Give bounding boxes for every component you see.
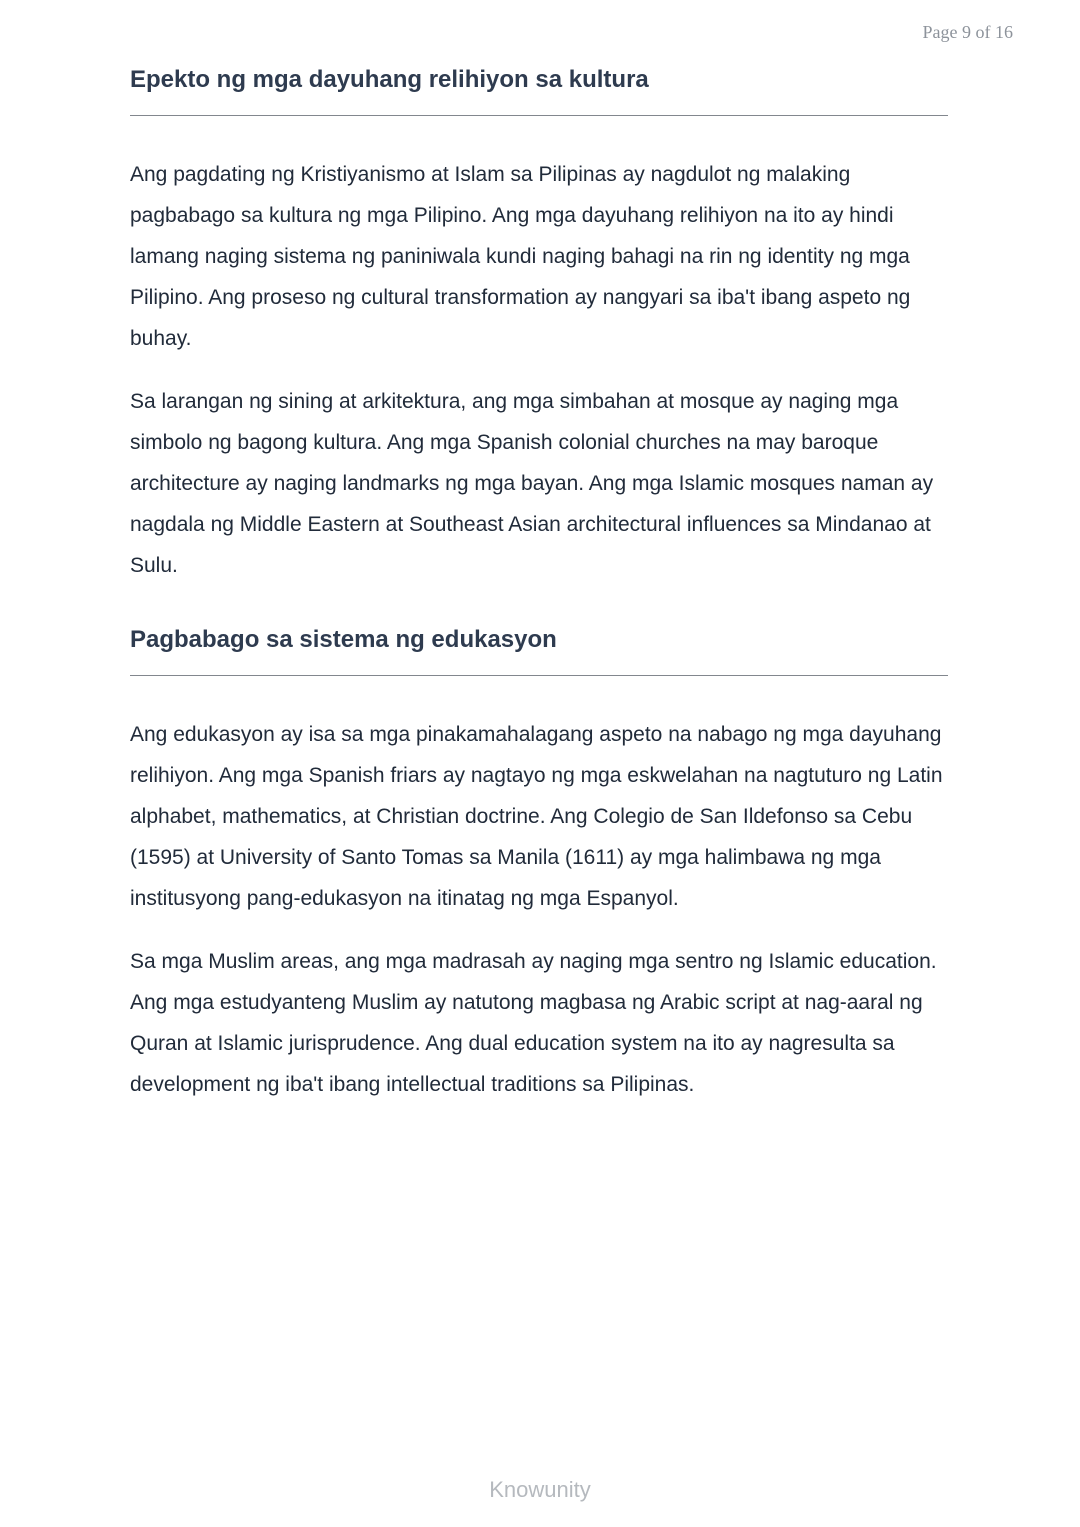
paragraph: Ang edukasyon ay isa sa mga pinakamahalagang aspeto na nabago ng mga dayuhang relihiyon. Ang mga Spanish friars ay nagtayo ng mga eskwelahan na nagtuturo ng Latin alphabet, mathematics, at Christian doctrine. Ang Colegio de San Ildefonso sa Cebu (1595) at University of Santo Tomas sa Manila (1611) ay mga halimbawa ng mga institusyong pang-edukasyon na itinatag ng mga Espanyol. (130, 723, 943, 910)
paragraph: Sa mga Muslim areas, ang mga madrasah ay naging mga sentro ng Islamic education. Ang mga estudyanteng Muslim ay natutong magbasa ng Arabic script at nag-aaral ng Quran at Islamic jurisprudence. Ang dual education system na ito ay nagresulta sa development ng iba't ibang intellectual traditions sa Pilipinas. (130, 950, 937, 1096)
section-education-system (130, 624, 948, 1105)
paragraph: Sa larangan ng sining at arkitektura, ang mga simbahan at mosque ay naging mga simbolo ng bagong kultura. Ang mga Spanish colonial churches na may baroque architecture ay naging landmarks ng mga bayan. Ang mga Islamic mosques naman ay nagdala ng Middle Eastern at Southeast Asian architectural influences sa Mindanao at Sulu. (130, 390, 934, 577)
paragraph: Ang pagdating ng Kristiyanismo at Islam sa Pilipinas ay nagdulot ng malaking pagbabago sa kultura ng mga Pilipino. Ang mga dayuhang relihiyon na ito ay hindi lamang naging sistema ng paniniwala kundi naging bahagi na rin ng identity ng mga Pilipino. Ang proseso ng cultural transformation ay nangyari sa iba't ibang aspeto ng buhay. (130, 163, 911, 350)
section-foreign-religions-culture (130, 64, 948, 586)
page-indicator: Page 9 of 16 (922, 22, 1013, 42)
section-heading: Pagbabago sa sistema ng edukasyon (130, 624, 948, 676)
section-heading: Epekto ng mga dayuhang relihiyon sa kultura (130, 64, 948, 116)
footer-watermark: Knowunity (489, 1477, 591, 1502)
document-content (130, 0, 948, 1105)
